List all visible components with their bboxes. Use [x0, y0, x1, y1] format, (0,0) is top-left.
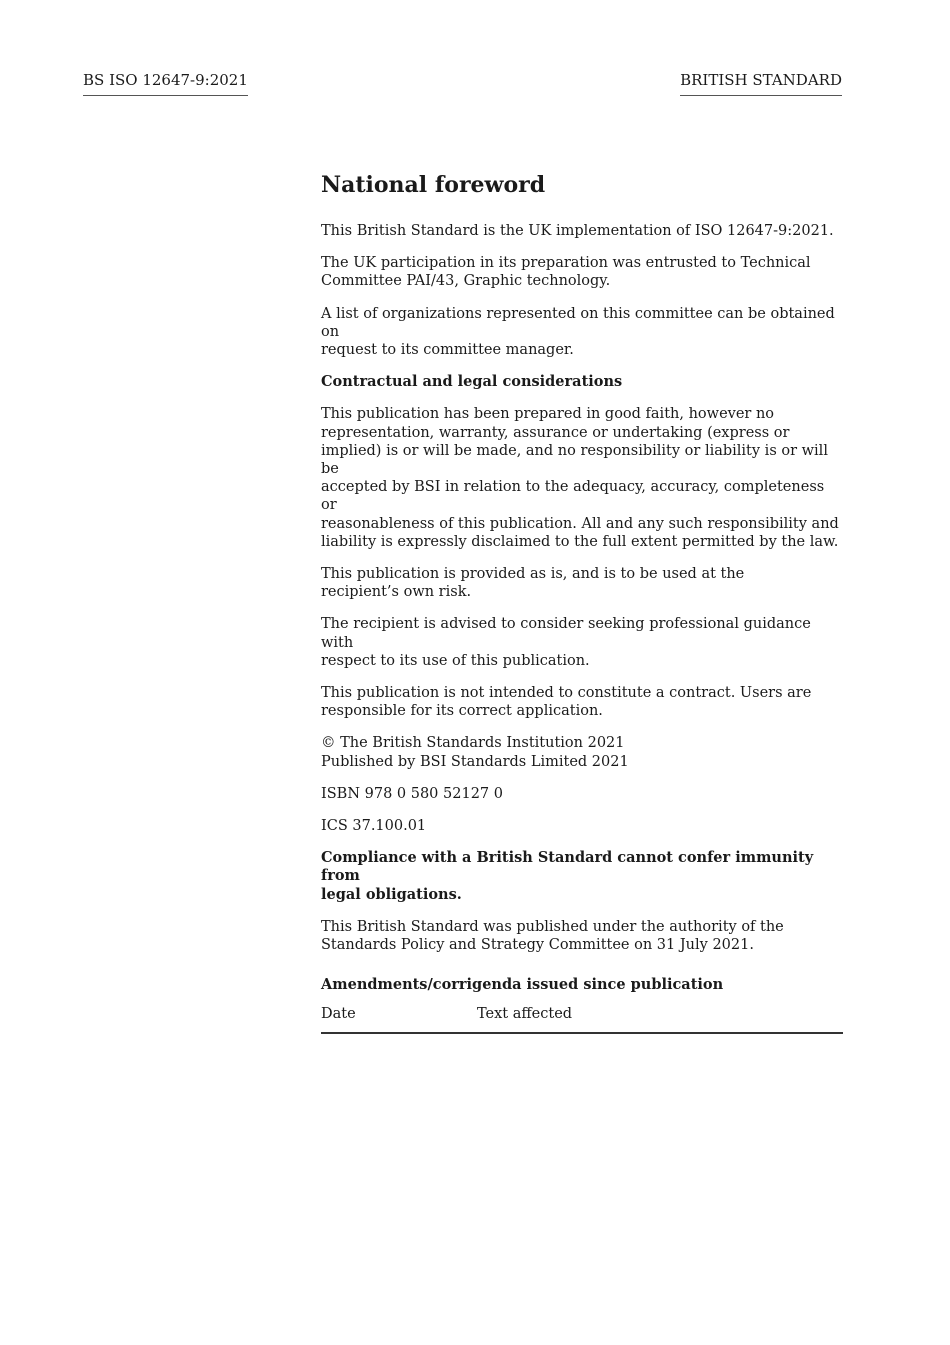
text-line: implied) is or will be made, and no responsibility or liability is or will be [321, 442, 828, 478]
publisher-line: Published by BSI Standards Limited 2021 [321, 753, 629, 770]
ics-code: ICS 37.100.01 [321, 818, 427, 835]
foreword-content [321, 170, 843, 1034]
legal-heading: Contractual and legal considerations [321, 373, 623, 391]
text-line: request to its committee manager. [321, 342, 574, 359]
guidance-paragraph [321, 615, 843, 670]
text-line: accepted by BSI in relation to the adequacy, accuracy, completeness or [321, 479, 825, 514]
text-line: liability is expressly disclaimed to the full extent permitted by the law. [321, 533, 839, 550]
participation-paragraph [321, 254, 843, 290]
text-line: The recipient is advised to consider seeking professional guidance with [321, 616, 811, 651]
committee-list-paragraph [321, 305, 843, 360]
as-is-paragraph [321, 565, 843, 601]
text-line: Compliance with a British Standard cannot confer immunity from [321, 849, 814, 885]
date-column-header: Date [321, 1005, 356, 1022]
text-line: Committee PAI/43, Graphic technology. [321, 273, 611, 290]
text-line: reasonableness of this publication. All and any such responsibility and [321, 515, 839, 532]
copyright-line: © The British Standards Institution 2021 [321, 735, 625, 752]
compliance-notice [321, 849, 843, 904]
document-code-header: BS ISO 12647-9:2021 [83, 71, 248, 96]
text-line: This British Standard was published under the authority of the [321, 918, 784, 935]
text-line: respect to its use of this publication. [321, 652, 590, 669]
amendments-heading: Amendments/corrigenda issued since publication [321, 976, 724, 994]
text-line: Standards Policy and Strategy Committee on 31 July 2021. [321, 937, 754, 954]
text-line: The UK participation in its preparation was entrusted to Technical [321, 255, 811, 272]
authority-paragraph [321, 918, 843, 954]
contract-paragraph [321, 684, 843, 720]
amendments-table-header [321, 1005, 843, 1034]
text-line: This publication is not intended to constitute a contract. Users are [321, 685, 812, 702]
text-line: representation, warranty, assurance or undertaking (express or [321, 424, 790, 441]
text-line: legal obligations. [321, 885, 462, 903]
text-line: A list of organizations represented on this committee can be obtained on [321, 305, 835, 340]
implementation-paragraph: This British Standard is the UK implementation of ISO 12647-9:2021. [321, 223, 834, 239]
text-line: This publication is provided as is, and is to be used at the [321, 566, 745, 583]
text-affected-column-header: Text affected [477, 1005, 573, 1022]
page-title: National foreword [321, 172, 546, 198]
text-line: recipient’s own risk. [321, 584, 472, 601]
text-line: responsible for its correct application. [321, 703, 603, 720]
copyright-paragraph [321, 734, 843, 770]
text-line: This publication has been prepared in good faith, however no [321, 406, 775, 423]
standard-type-header: BRITISH STANDARD [680, 71, 842, 96]
isbn: ISBN 978 0 580 52127 0 [321, 785, 503, 802]
good-faith-paragraph [321, 405, 843, 551]
